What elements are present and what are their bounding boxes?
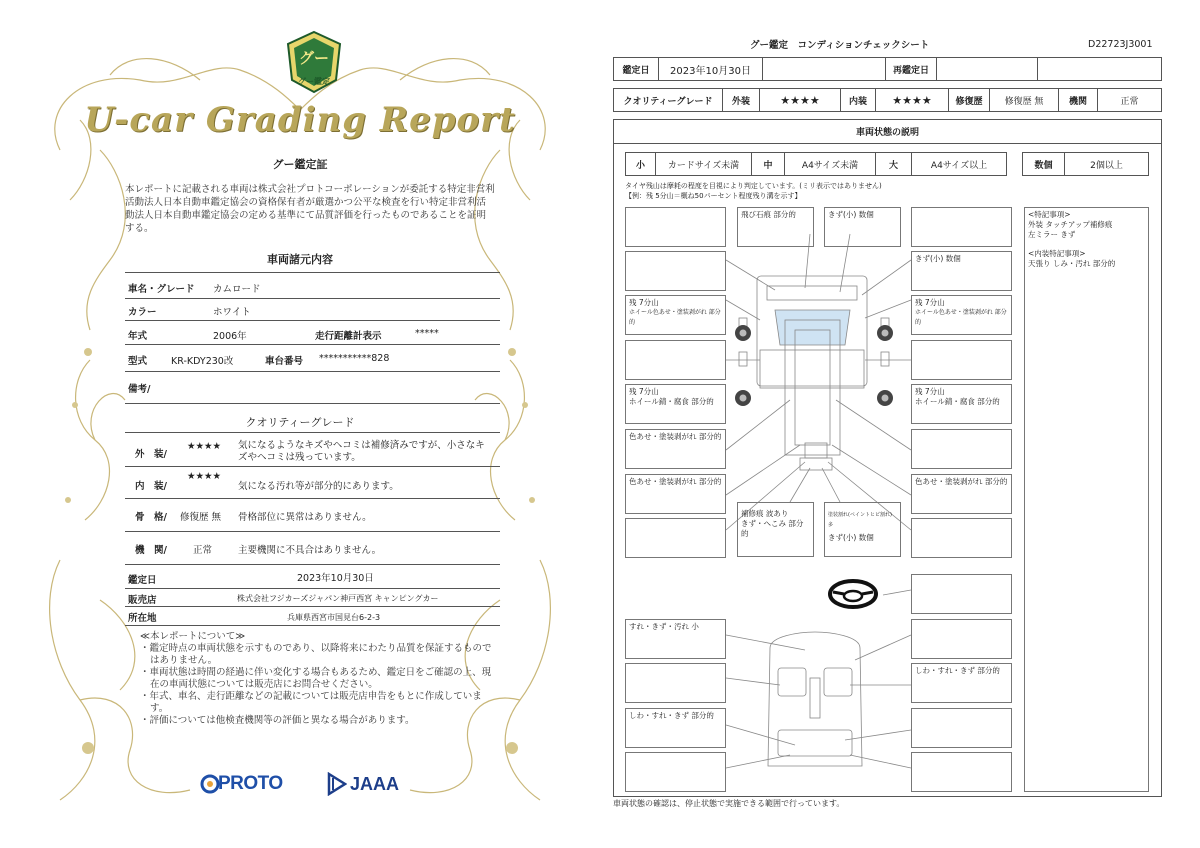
- box-text: ホイール錆・腐食 部分的: [629, 397, 714, 406]
- condition-box: [911, 251, 1012, 291]
- box-text: 色あせ・塗装剥がれ 部分的: [629, 432, 722, 441]
- condition-box: [625, 207, 726, 247]
- box-text: 塗装割れ(ペイントヒビ割れ) 多: [828, 512, 892, 528]
- info-row-dealer: [125, 589, 500, 607]
- quality-row-frame: [125, 499, 500, 532]
- condition-box: [911, 295, 1012, 335]
- quality-row-interior: [125, 467, 500, 499]
- condition-box: [625, 340, 726, 380]
- date-value: 2023年10月30日: [658, 57, 763, 81]
- special-notes-panel: [1024, 207, 1149, 792]
- spec-label: 走行距離計表示: [315, 331, 382, 342]
- date-label: 鑑定日: [613, 57, 659, 81]
- condition-box: [911, 207, 1012, 247]
- spec-row-name: [125, 272, 500, 299]
- quality-heading: クオリティーグレード: [245, 416, 355, 429]
- spec-value: ***********828: [319, 353, 390, 364]
- box-text: 色あせ・塗装剥がれ 部分的: [629, 477, 722, 486]
- badge-label: グー鑑定: [298, 77, 330, 86]
- steering-wheel-icon: [827, 578, 879, 610]
- exterior-label: 外装: [722, 88, 760, 112]
- specs-heading: 車両諸元内容: [267, 253, 333, 266]
- star-rating: ★★★★: [187, 471, 222, 482]
- box-text: しわ・すれ・きず 部分的: [915, 666, 1000, 675]
- condition-box: [911, 619, 1012, 659]
- star-rating: ★★★★: [187, 441, 222, 452]
- box-text: きず(小) 数個: [915, 254, 961, 263]
- certificate-heading: グー鑑定証: [272, 158, 328, 171]
- condition-box: [625, 251, 726, 291]
- box-text: 色あせ・塗装剥がれ 部分的: [915, 477, 1008, 486]
- quality-comment: 気になる汚れ等が部分的にあります。: [238, 481, 399, 492]
- condition-box: [625, 708, 726, 748]
- quality-comment: 気になるようなキズやヘコミは補修済みですが、小さなキズやヘコミは残っています。: [238, 440, 485, 463]
- info-value: 株式会社フジカーズジャパン神戸西宮 キャンピングカー: [237, 594, 439, 603]
- grade-label: クオリティーグレード: [613, 88, 723, 112]
- box-text: ホイール錆・腐食 部分的: [915, 397, 1000, 406]
- quality-comment: 骨格部位に異常はありません。: [238, 512, 372, 523]
- quality-value: 正常: [193, 545, 213, 556]
- condition-box: [625, 429, 726, 469]
- spec-value: KR-KDY230改: [171, 356, 234, 367]
- condition-box: [911, 429, 1012, 469]
- report-title: U-car Grading Report: [84, 100, 516, 140]
- box-text: 残 7分山: [915, 298, 945, 307]
- notes-heading: ≪本レポートについて≫: [140, 631, 246, 642]
- condition-box: [824, 207, 901, 247]
- condition-box: [911, 663, 1012, 703]
- interior-stars: ★★★★: [875, 88, 949, 112]
- size-medium-label: 中: [751, 152, 785, 176]
- size-small-label: 小: [625, 152, 656, 176]
- jaaa-logo-icon: [327, 772, 347, 796]
- condition-box: [625, 384, 726, 424]
- special-notes-heading: <特記事項>: [1028, 210, 1071, 219]
- svg-text:グー: グー: [298, 49, 330, 67]
- condition-box: [911, 340, 1012, 380]
- spec-label: 車台番号: [265, 356, 304, 367]
- quality-row-engine: [125, 532, 500, 565]
- engine-label: 機関: [1058, 88, 1098, 112]
- proto-logo-icon: [200, 773, 220, 795]
- reappraisal-label: 再鑑定日: [885, 57, 937, 81]
- exterior-stars: ★★★★: [759, 88, 841, 112]
- interior-note: 天張り しみ・汚れ 部分的: [1028, 259, 1116, 268]
- condition-box: [737, 207, 814, 247]
- quality-label: 内 装/: [135, 481, 167, 492]
- sheet-title: グー鑑定 コンディションチェックシート: [750, 40, 930, 51]
- report-notes: [140, 631, 495, 727]
- special-note: 左ミラー きず: [1028, 230, 1076, 239]
- date-empty: [762, 57, 886, 81]
- quality-label: 機 関/: [135, 545, 167, 556]
- condition-box: [625, 663, 726, 703]
- condition-box: [625, 518, 726, 558]
- condition-box: [625, 474, 726, 514]
- quality-label: 外 装/: [135, 449, 167, 460]
- condition-box: [625, 295, 726, 335]
- note-item: ・年式、車名、走行距離などの記載については販売店申告をもとに作成しています。: [140, 691, 482, 714]
- tire-note-example: 【例：残 5分山＝概ね50パーセント程度残り溝を示す】: [625, 192, 802, 200]
- spec-value: *****: [415, 328, 439, 339]
- box-text: ホイール色あせ・塗装剥がれ 部分的: [629, 309, 721, 326]
- box-text: 残 7分山: [915, 387, 945, 396]
- spec-row-remarks: [125, 372, 500, 404]
- sheet-footer: 車両状態の確認は、停止状態で実施できる範囲で行っています。: [613, 799, 845, 808]
- box-text: きず(小) 数個: [828, 533, 874, 542]
- interior-notes-heading: <内装特記事項>: [1028, 249, 1086, 258]
- info-label: 鑑定日: [128, 575, 157, 586]
- condition-box: [911, 752, 1012, 792]
- spec-row-year: [125, 321, 500, 345]
- quality-value: 修復歴 無: [180, 512, 222, 523]
- proto-logo: PROTO: [218, 773, 283, 794]
- box-text: きず(小) 数個: [828, 210, 874, 219]
- note-item: ・評価については他検査機関等の評価と異なる場合があります。: [140, 715, 415, 726]
- box-text: 残 7分山: [629, 298, 659, 307]
- quality-row-exterior: [125, 432, 500, 467]
- reappraisal-value: [936, 57, 1038, 81]
- condition-box: [911, 708, 1012, 748]
- size-medium-value: A4サイズ未満: [784, 152, 876, 176]
- spec-value: 2006年: [213, 331, 247, 342]
- info-row-address: [125, 607, 500, 626]
- spec-label: 型式: [128, 356, 148, 367]
- spec-label: 車名・グレード: [128, 284, 195, 295]
- spec-row-color: [125, 299, 500, 321]
- repair-value: 修復歴 無: [989, 88, 1059, 112]
- condition-box: [625, 619, 726, 659]
- spec-value: ホワイト: [213, 307, 251, 318]
- document-id: D22723J3001: [1088, 39, 1153, 50]
- tire-note: タイヤ残山は摩耗の程度を目視により判定しています。(ミリ表示ではありません): [625, 182, 882, 190]
- size-large-value: A4サイズ以上: [911, 152, 1007, 176]
- spec-label: 備考/: [128, 384, 151, 395]
- special-note: 外装 タッチアップ補修痕: [1028, 220, 1113, 229]
- quality-comment: 主要機関に不具合はありません。: [238, 545, 382, 556]
- note-item: ・鑑定時点の車両状態を示すものであり、以降将来にわたり品質を保証するものではありません。: [140, 643, 492, 666]
- condition-check-sheet: [600, 0, 1200, 848]
- box-text: すれ・きず・汚れ 小: [629, 622, 699, 631]
- spec-value: カムロード: [213, 284, 261, 295]
- condition-box: [625, 752, 726, 792]
- note-item: ・車両状態は時間の経過に伴い変化する場合もあるため、鑑定日をご確認の上、現在の車両状態については販売店にお問合せください。: [140, 667, 492, 690]
- condition-heading: 車両状態の説明: [613, 119, 1162, 144]
- repair-label: 修復歴: [948, 88, 990, 112]
- info-value: 兵庫県西宮市国見台6-2-3: [287, 613, 381, 622]
- box-text: しわ・すれ・きず 部分的: [629, 711, 714, 720]
- condition-box: [737, 502, 814, 557]
- box-text: 残 7分山: [629, 387, 659, 396]
- box-text: きず・へこみ 部分的: [741, 519, 804, 538]
- box-text: 飛び石痕 部分的: [741, 210, 796, 219]
- certificate-intro: 本レポートに記載される車両は株式会社プロトコーポレーションが委託する特定非営利活動法人日本自動車鑑定協会の資格保有者が厳選かつ公平な検査を行い特定非営利活動法人日本自動車鑑定協会の定める基準にて品質評価を行ったものであることを証明する。: [125, 184, 495, 234]
- box-text: ホイール色あせ・塗装剥がれ 部分的: [915, 309, 1007, 326]
- jaaa-logo: JAAA: [350, 774, 400, 794]
- info-row-date: [125, 568, 500, 589]
- size-small-value: カードサイズ未満: [655, 152, 752, 176]
- condition-box: [911, 574, 1012, 614]
- count-label: 数個: [1022, 152, 1065, 176]
- condition-box: [824, 502, 901, 557]
- size-large-label: 大: [875, 152, 912, 176]
- box-text: 補修痕 波あり: [741, 509, 789, 518]
- info-value: 2023年10月30日: [297, 573, 374, 584]
- engine-value: 正常: [1097, 88, 1162, 112]
- spec-row-model: [125, 345, 500, 372]
- condition-box: [911, 384, 1012, 424]
- spec-label: カラー: [128, 307, 157, 318]
- count-value: 2個以上: [1064, 152, 1149, 176]
- condition-box: [911, 518, 1012, 558]
- spec-label: 年式: [128, 331, 148, 342]
- info-label: 販売店: [128, 595, 157, 606]
- info-label: 所在地: [128, 613, 157, 624]
- reappraisal-empty: [1037, 57, 1162, 81]
- interior-label: 内装: [840, 88, 876, 112]
- quality-label: 骨 格/: [135, 512, 167, 523]
- condition-box: [911, 474, 1012, 514]
